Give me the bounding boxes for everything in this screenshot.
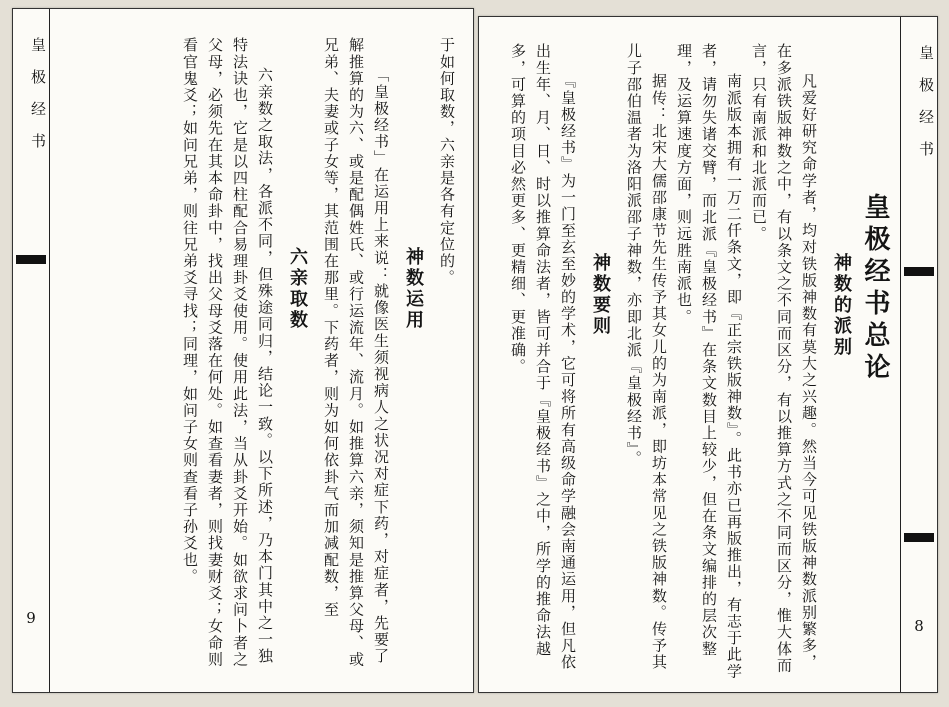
- chapter-title: 皇极经书总论: [860, 193, 890, 385]
- left-page: [12, 8, 474, 693]
- left-band-mark: [16, 255, 46, 264]
- right-page-number: 8: [914, 617, 924, 635]
- left-body-text: [57, 37, 459, 677]
- left-running-title: 皇极经书: [29, 37, 47, 165]
- left-margin-band: [13, 9, 50, 692]
- paragraph: 于如何取数，六亲是各有定位的。: [438, 37, 456, 286]
- right-page: [478, 16, 938, 693]
- paragraph: 「皇极经书」在运用上来说：就像医生须视病人之状况对症下药，对症者，先要了解推算的为六、或是配偶姓氏、或行运流年、流月。如推算六亲，须知是推算父母、或兄弟、夫妻或子女等，其范围在那里。下药者，则为如何依卦气而加减配数，至: [322, 37, 390, 668]
- right-running-title: 皇极经书: [917, 45, 935, 173]
- paragraph: 凡爱好研究命学者，均对铁版神数有莫大之兴趣。然当今可见铁版神数派别繁多，在多派铁版神数之中，有以条文之不同而区分，有以推算方式之不同而区分，惟大体而言，只有南派和北派而已。: [750, 43, 818, 674]
- paragraph: 『皇极经书』为一门至玄至妙的学术，它可将所有高级命学融会南通运用，但凡依出生年、月、日、时以推算命法者，皆可并合于『皇极经书』之中，所学的推命法越多，可算的项目必然更多、更精细、更准确。: [509, 43, 577, 671]
- right-body-text: [492, 43, 890, 683]
- paragraph: 南派版本拥有一万二仟条文，即『正宗铁版神数』。此书亦已再版推出，有志于此学者，请勿失诸交臂，而北派『皇极经书』在条文数目上较少，但在条文编排的层次整理，及运算速度方面，则远胜南派也。: [675, 43, 743, 680]
- section-heading: 神数的派别: [831, 253, 852, 358]
- right-band-mark: [904, 267, 934, 276]
- section-heading: 神数运用: [403, 247, 424, 331]
- left-page-number: 9: [26, 609, 36, 627]
- right-margin-band: [900, 17, 937, 692]
- paragraph: 据传：北宋大儒邵康节先生传予其女儿的为南派，即坊本常见之铁版神数。传予其儿子邵伯温者为洛阳派邵子神数，亦即北派『皇极经书』。: [625, 43, 668, 671]
- section-heading: 神数要则: [590, 253, 611, 337]
- section-heading: 六亲取数: [287, 247, 308, 331]
- paragraph: 六亲数之取法，各派不同，但殊途同归，结论一致。以下所述，乃本门其中之一独特法诀也，它是以四柱配合易理卦爻使用。使用此法，当从卦爻开始。如欲求问卜者之父母，必须先在其本命卦中，找出父母爻落在何处。如查看妻者，则找妻财爻；女命则看官鬼爻；如问兄弟，则往兄弟爻寻找；同理，如问子女则查看子孙爻也。: [181, 37, 274, 668]
- right-band-mark-lower: [904, 533, 934, 542]
